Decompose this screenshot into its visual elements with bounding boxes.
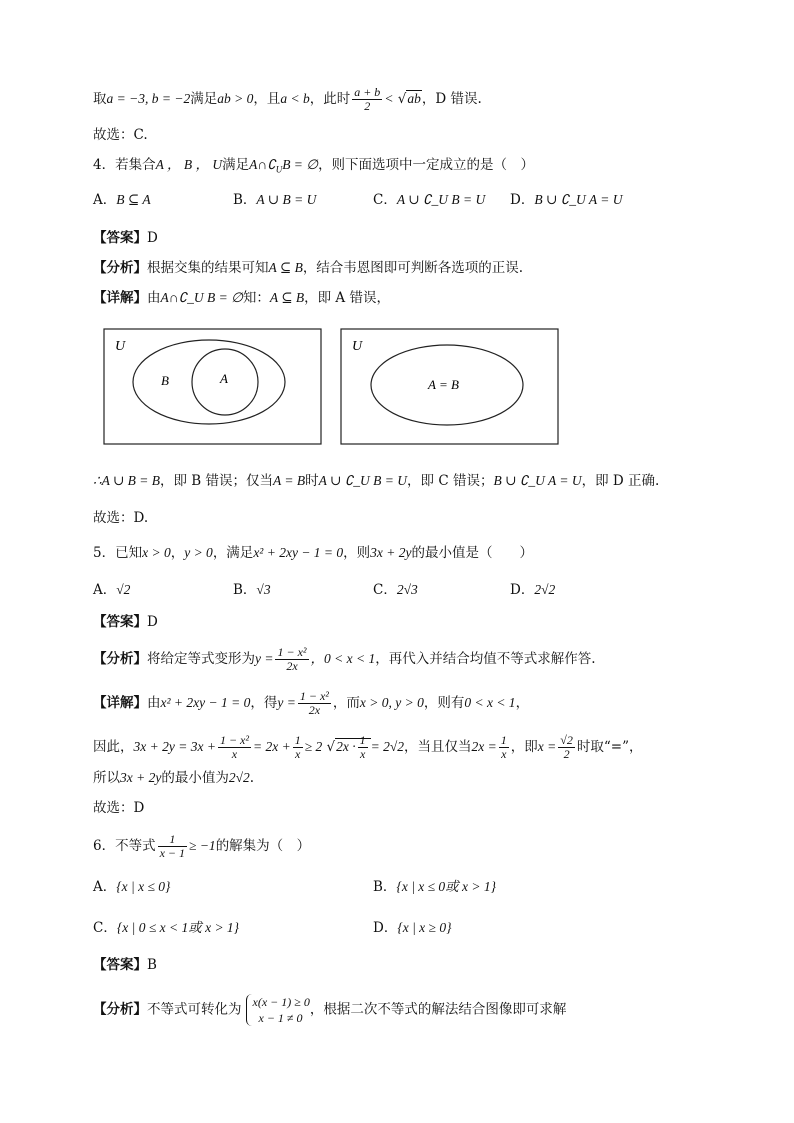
q4-option-d: D．B ∪ ∁_U A = U	[510, 192, 623, 208]
q5-result: 所以3x + 2y的最小值为2√2.	[93, 770, 255, 786]
q5-choose: 故选：D	[93, 800, 145, 816]
q6-option-d: D．{x | x ≥ 0}	[373, 920, 452, 936]
line-2: 故选：C.	[93, 127, 148, 143]
q4-stem: 4．若集合A ， B ， U满足$A\cap∁_UB$ = ∅，则下面选项中一定成立的是（ ）	[93, 157, 535, 175]
q4-conclusion: ∴A ∪ B = B，即 B 错误；仅当A = B时A ∪ ∁_U B = U，即 C 错误；B ∪ ∁_U A = U，即 D 正确.	[93, 473, 660, 489]
q5-option-c: C．2√3	[373, 582, 418, 598]
fraction: $\frac{\text{1 − x²}}{2x}$	[277, 645, 307, 673]
q6-answer: 【答案】B	[93, 957, 157, 973]
fraction: $\frac{\text{1 − x²}}{2x}$	[299, 689, 329, 717]
fraction: $\frac{√2}{2}$	[560, 733, 573, 761]
venn-diagram-left	[103, 328, 323, 446]
label-a: A	[220, 371, 228, 386]
fraction: $\frac{a + b}{2}$	[354, 85, 381, 113]
q5-option-d: D．2√2	[510, 582, 556, 598]
fraction: $\frac{1}{x - 1}$	[159, 832, 186, 860]
fraction: $\frac{\text{1 − x²}}{x}$	[219, 733, 249, 761]
q4-choose: 故选：D.	[93, 510, 149, 526]
fraction: $\frac{1}{x}$	[294, 733, 301, 761]
q6-option-b: B．{x | x ≤ 0或 x > 1}	[373, 879, 497, 895]
q4-option-a: A．B ⊆ A	[93, 192, 151, 208]
q5-calculation: 因此，3x + 2y = 3x + $\frac{\text{1 − x²}}{x}$ = 2x + $\frac{1}{x}$ ≥ 2 √2x · $\frac{1}{x}$ = 2√2，当且仅当2x = $\frac{1}{x}$ ，即x = $\frac{√2}{2}$ 时取“=”，	[93, 733, 643, 762]
venn-diagram-right	[340, 328, 560, 446]
q6-option-a: A．{x | x ≤ 0}	[93, 879, 171, 895]
q5-analysis: 【分析】将给定等式变形为y = $\frac{\text{1 − x²}}{2x}$ ，0 < x < 1，再代入并结合均值不等式求解作答.	[93, 645, 596, 673]
q4-detail: 【详解】由A∩∁_U B = ∅知：A ⊆ B，即 A 错误，	[93, 290, 390, 306]
q5-stem: 5．已知x > 0，y > 0，满足x² + 2xy − 1 = 0，则3x + 2y的最小值是（ ）	[93, 545, 534, 561]
q4-option-c: C．A ∪ ∁_U B = U	[373, 192, 486, 208]
q6-analysis: 【分析】不等式可转化为 x(x − 1) ≥ 0 x − 1 ≠ 0 ，根据二次不等式的解法结合图像即可求解	[93, 995, 567, 1025]
q5-detail: 【详解】由x² + 2xy − 1 = 0，得y = $\frac{\text{1 − x²}}{2x}$ ，而x > 0, y > 0，则有0 < x < 1，	[93, 689, 530, 717]
inequality-system: x(x − 1) ≥ 0 x − 1 ≠ 0	[246, 994, 310, 1026]
q4-option-b: B．A ∪ B = U	[233, 192, 317, 208]
label-a-equals-b: A = B	[428, 377, 459, 392]
radical: 2x · $\frac{1}{x}$	[335, 738, 371, 754]
q5-option-b: B．√3	[233, 582, 271, 598]
q6-option-c: C．{x | 0 ≤ x < 1或 x > 1}	[93, 920, 240, 936]
label-u: U	[115, 339, 126, 354]
line-1: 取a = −3, b = −2满足ab > 0，且a < b，此时 $\frac{a + b}{2}$ < √ab，D 错误.	[93, 85, 482, 113]
q4-analysis: 【分析】根据交集的结果可知A ⊆ B，结合韦恩图即可判断各选项的正误.	[93, 260, 524, 276]
q6-stem: 6．不等式 $\frac{1}{x - 1}$ ≥ −1的解集为（ ）	[93, 832, 311, 860]
label-u: U	[352, 339, 363, 354]
label-b: B	[161, 373, 169, 388]
q5-option-a: A．√2	[93, 582, 131, 598]
fraction: $\frac{1}{x}$	[500, 733, 507, 761]
fraction: $\frac{1}{x}$	[359, 733, 366, 762]
universal-set-box	[104, 329, 321, 444]
q4-answer: 【答案】D	[93, 230, 158, 246]
q5-answer: 【答案】D	[93, 614, 158, 630]
